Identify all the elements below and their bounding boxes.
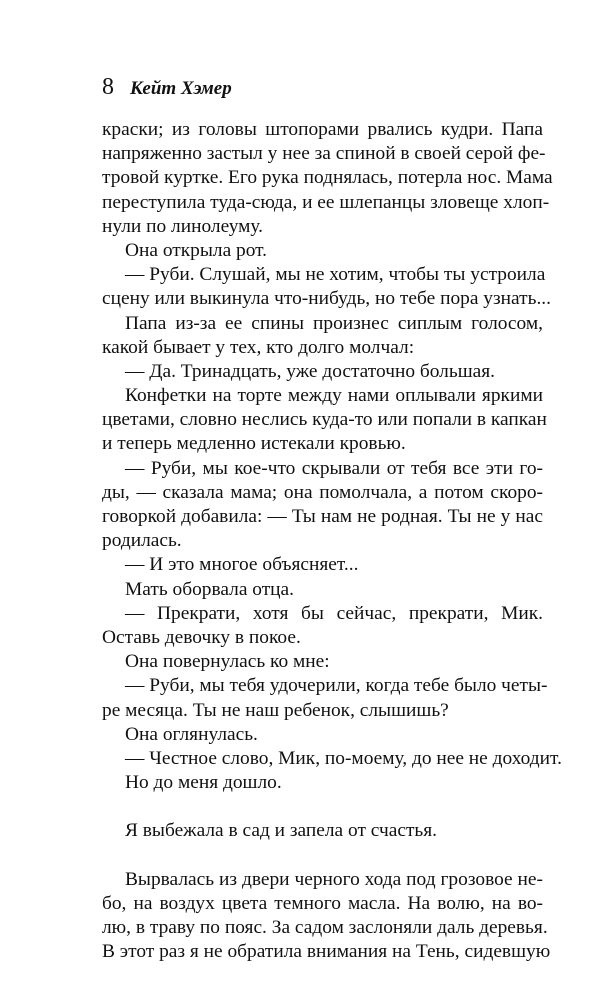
text-line: Она оглянулась. xyxy=(125,723,258,745)
text-line: переступила туда-сюда, и ее шлепанцы зловеще хлоп- xyxy=(102,191,550,213)
body-text xyxy=(102,118,562,965)
paragraph-gap xyxy=(102,844,543,868)
text-line: Она повернулась ко мне: xyxy=(125,651,330,673)
text-line: Я выбежала в сад и запела от счастья. xyxy=(125,820,438,842)
text-line: ды, — сказала мама; она помолчала, а потом скоро- xyxy=(102,481,543,503)
text-line: Она открыла рот. xyxy=(125,239,268,261)
running-title: Кейт Хэмер xyxy=(130,78,232,99)
text-line: какой бывает у тех, кто долго молчал: xyxy=(102,336,415,358)
text-line: — Да. Тринадцать, уже достаточно большая. xyxy=(125,360,496,382)
text-line: — И это многое объясняет... xyxy=(125,554,359,576)
text-line: сцену или выкинула что-нибудь, но тебе пора узнать... xyxy=(102,288,551,310)
text-line: В этот раз я не обратила внимания на Тень, сидевшую xyxy=(102,941,551,963)
text-line: и теперь медленно истекали кровью. xyxy=(102,433,406,455)
text-line: бо, на воздух цвета темного масла. На волю, на во- xyxy=(102,893,543,914)
text-line: Конфетки на торте между нами оплывали яркими xyxy=(125,385,543,407)
text-line: родилась. xyxy=(102,530,182,552)
text-line: Вырвалась из двери черного хода под грозовое не- xyxy=(125,868,543,890)
text-line: говоркой добавила: — Ты нам не родная. Ты не у нас xyxy=(102,506,543,527)
text-line: цветами, словно неслись куда-то или попали в капкан xyxy=(102,409,547,431)
paragraph-gap xyxy=(102,795,543,819)
text-line: лю, в траву по пояс. За садом заслоняли даль деревья. xyxy=(102,917,548,939)
text-line: нули по линолеуму. xyxy=(102,215,264,237)
text-line: — Руби, мы тебя удочерили, когда тебе было четы- xyxy=(125,675,548,697)
text-line: — Руби, мы кое-что скрывали от тебя все эти го- xyxy=(125,457,543,479)
text-line: — Руби. Слушай, мы не хотим, чтобы ты устроила xyxy=(125,264,546,286)
text-line: Оставь девочку в покое. xyxy=(102,626,301,648)
text-line: Но до меня дошло. xyxy=(125,772,282,794)
text-line: напряженно застыл у нее за спиной в своей серой фе- xyxy=(102,143,546,165)
text-line: — Прекрати, хотя бы сейчас, прекрати, Мик. xyxy=(125,602,543,624)
text-line: — Честное слово, Мик, по-моему, до нее не доходит. xyxy=(125,747,562,769)
text-line: краски; из головы штопорами рвались кудри. Папа xyxy=(102,119,543,140)
page-number: 8 xyxy=(102,74,114,100)
page-header xyxy=(102,74,232,104)
text-line: тровой куртке. Его рука поднялась, потерла нос. Мама xyxy=(102,167,553,189)
text-line: ре месяца. Ты не наш ребенок, слышишь? xyxy=(102,699,449,721)
text-line: Мать оборвала отца. xyxy=(125,578,295,600)
text-line: Папа из-за ее спины произнес сиплым голосом, xyxy=(125,312,543,334)
